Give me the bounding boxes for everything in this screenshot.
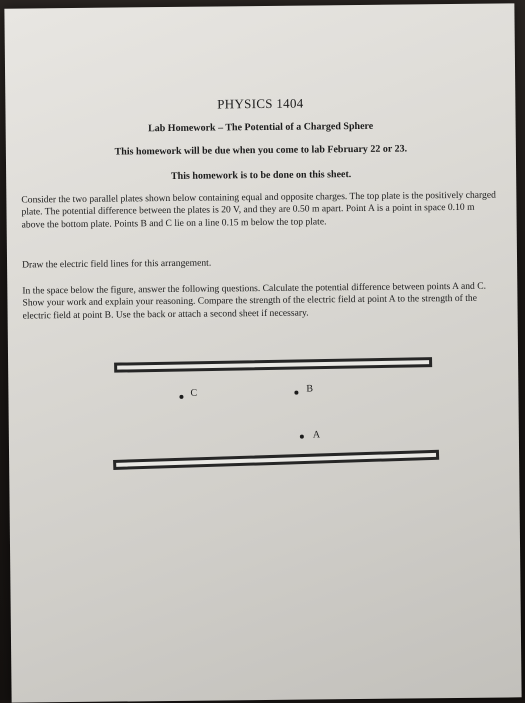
top-plate xyxy=(114,357,432,373)
assignment-subtitle: Lab Homework – The Potential of a Charged Sphere xyxy=(147,120,374,135)
point-a-dot xyxy=(300,435,304,439)
point-b-dot xyxy=(294,391,298,395)
point-c-dot xyxy=(179,395,183,399)
field-lines-instruction: Draw the electric field lines for this arrangement. xyxy=(22,257,212,271)
point-c-label: C xyxy=(190,387,198,399)
problem-description: Consider the two parallel plates shown below containing equal and opposite charges. The top plate is the positively charged plate. The potential difference between the plates is 20 V, and they are 0.50 m apart. Point A is a point in space 0.10 m above the bottom plate. Points B and C lie on a line 0.15 m below the top plate. xyxy=(21,189,496,231)
point-b-label: B xyxy=(306,383,314,395)
due-date-line: This homework will be due when you come to lab February 22 or 23. xyxy=(114,143,408,158)
on-sheet-instruction: This homework is to be done on this sheet. xyxy=(170,169,352,182)
questions-paragraph: In the space below the figure, answer the following questions. Calculate the potential difference between points A and C. Show your work and explain your reasoning. Compare the strength of the electric field at point A to the strength of the electric field at point B. Use the back or attach a second sheet if necessary. xyxy=(22,280,487,322)
point-a-label: A xyxy=(312,429,321,441)
course-title: PHYSICS 1404 xyxy=(217,95,304,112)
homework-sheet xyxy=(4,3,521,702)
bottom-plate xyxy=(113,450,439,470)
